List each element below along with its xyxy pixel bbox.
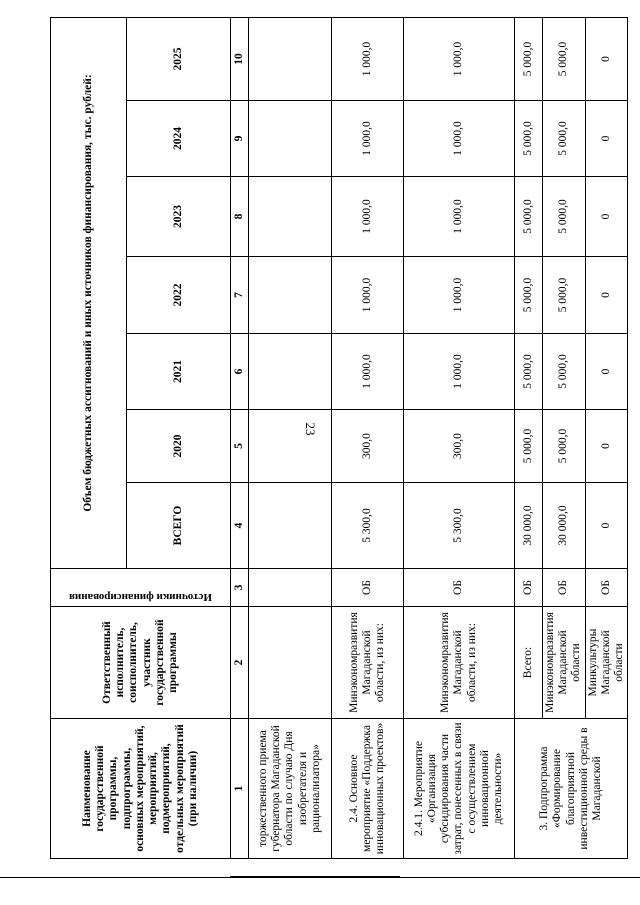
col-number: 3 xyxy=(231,569,249,607)
row-value xyxy=(249,17,332,100)
rotated-table-container xyxy=(50,18,626,859)
row-value xyxy=(249,410,332,483)
row-value xyxy=(249,483,332,569)
row-value: 1 000,0 xyxy=(332,177,404,257)
row-value: 30 000,0 xyxy=(543,483,586,569)
row-value: 5 000,0 xyxy=(543,257,586,334)
row-value: 5 000,0 xyxy=(543,17,586,100)
row-value: 0 xyxy=(585,17,628,100)
col-number: 6 xyxy=(231,334,249,410)
row-name: 2.4.1. Мероприятие «Организация субсидирования части затрат, понесенных в связи с осуществлением инновационной деятельности» xyxy=(404,719,515,859)
header-row-1 xyxy=(51,17,127,858)
col-number: 1 xyxy=(231,719,249,859)
col-number: 8 xyxy=(231,177,249,257)
row-value: 0 xyxy=(585,483,628,569)
row-value: 1 000,0 xyxy=(332,17,404,100)
row-source xyxy=(249,569,332,607)
header-executor: Ответственный исполнитель, соисполнитель, участник государственной программы xyxy=(51,607,231,719)
col-number: 2 xyxy=(231,607,249,719)
col-number: 7 xyxy=(231,257,249,334)
row-value: 5 000,0 xyxy=(515,410,543,483)
row-value xyxy=(249,257,332,334)
header-year-2023: 2023 xyxy=(127,177,231,257)
row-name: 2.4. Основное мероприятие «Поддержка инновационных проектов» xyxy=(332,719,404,859)
row-value: 30 000,0 xyxy=(515,483,543,569)
col-number: 4 xyxy=(231,483,249,569)
header-funding: Объем бюджетных ассигнований и иных источников финансирования, тыс. рублей: xyxy=(51,17,127,568)
row-value xyxy=(249,101,332,177)
row-value: 5 000,0 xyxy=(515,334,543,410)
row-value: 0 xyxy=(585,177,628,257)
row-value: 0 xyxy=(585,410,628,483)
header-year-2020: 2020 xyxy=(127,410,231,483)
row-value: 5 000,0 xyxy=(515,17,543,100)
row-executor: Минэкономразвития Магаданской области xyxy=(543,607,586,719)
row-executor: Минэкономразвития Магаданской области, из них: xyxy=(404,607,515,719)
row-executor: Всего: xyxy=(515,607,543,719)
row-value: 0 xyxy=(585,101,628,177)
row-source: ОБ xyxy=(515,569,543,607)
header-year-2025: 2025 xyxy=(127,17,231,100)
row-source: ОБ xyxy=(332,569,404,607)
row-value: 0 xyxy=(585,334,628,410)
column-number-row xyxy=(231,17,249,858)
row-name: 3. Подпрограмма «Формирование благоприятной инвестиционной среды в Магаданской xyxy=(515,719,628,859)
row-value: 1 000,0 xyxy=(332,334,404,410)
budget-table xyxy=(50,17,628,859)
col-number: 10 xyxy=(231,17,249,100)
row-value: 1 000,0 xyxy=(404,101,515,177)
row-executor xyxy=(249,607,332,719)
table-row xyxy=(404,17,515,858)
row-value: 1 000,0 xyxy=(332,101,404,177)
header-source: Источники финансирования xyxy=(51,569,231,607)
row-value: 300,0 xyxy=(404,410,515,483)
header-year-total: ВСЕГО xyxy=(127,483,231,569)
row-value: 1 000,0 xyxy=(404,17,515,100)
header-year-2021: 2021 xyxy=(127,334,231,410)
row-value: 5 300,0 xyxy=(404,483,515,569)
col-number: 5 xyxy=(231,410,249,483)
row-value: 5 000,0 xyxy=(515,177,543,257)
col-number: 9 xyxy=(231,101,249,177)
row-source: ОБ xyxy=(404,569,515,607)
row-name: торжественного приема губернатора Магаданской области по случаю Дня изобретателя и рационализатора» xyxy=(249,719,332,859)
header-name: Наименование государственной программы, подпрограммы, основных мероприятий, мероприятий, подмероприятий, отдельных мероприятий (при наличии) xyxy=(51,719,231,859)
row-executor: Минкультуры Магаданской области xyxy=(585,607,628,719)
row-executor: Минэкономразвития Магаданской области, из них: xyxy=(332,607,404,719)
header-year-2022: 2022 xyxy=(127,257,231,334)
row-value: 5 300,0 xyxy=(332,483,404,569)
page-number: 23 xyxy=(303,422,318,436)
row-value: 5 000,0 xyxy=(515,257,543,334)
row-value: 1 000,0 xyxy=(404,334,515,410)
table-row xyxy=(332,17,404,858)
row-value: 5 000,0 xyxy=(543,101,586,177)
row-value: 5 000,0 xyxy=(515,101,543,177)
row-source: ОБ xyxy=(585,569,628,607)
table-row xyxy=(515,17,543,858)
header-year-2024: 2024 xyxy=(127,101,231,177)
row-value: 0 xyxy=(585,257,628,334)
row-value: 1 000,0 xyxy=(404,177,515,257)
row-value: 5 000,0 xyxy=(543,334,586,410)
row-value: 5 000,0 xyxy=(543,177,586,257)
row-value: 1 000,0 xyxy=(332,257,404,334)
row-value xyxy=(249,334,332,410)
table-row xyxy=(249,17,332,858)
row-value: 5 000,0 xyxy=(543,410,586,483)
footer-divider-accent xyxy=(230,876,400,878)
row-source: ОБ xyxy=(543,569,586,607)
row-value: 1 000,0 xyxy=(404,257,515,334)
row-value xyxy=(249,177,332,257)
row-value: 300,0 xyxy=(332,410,404,483)
